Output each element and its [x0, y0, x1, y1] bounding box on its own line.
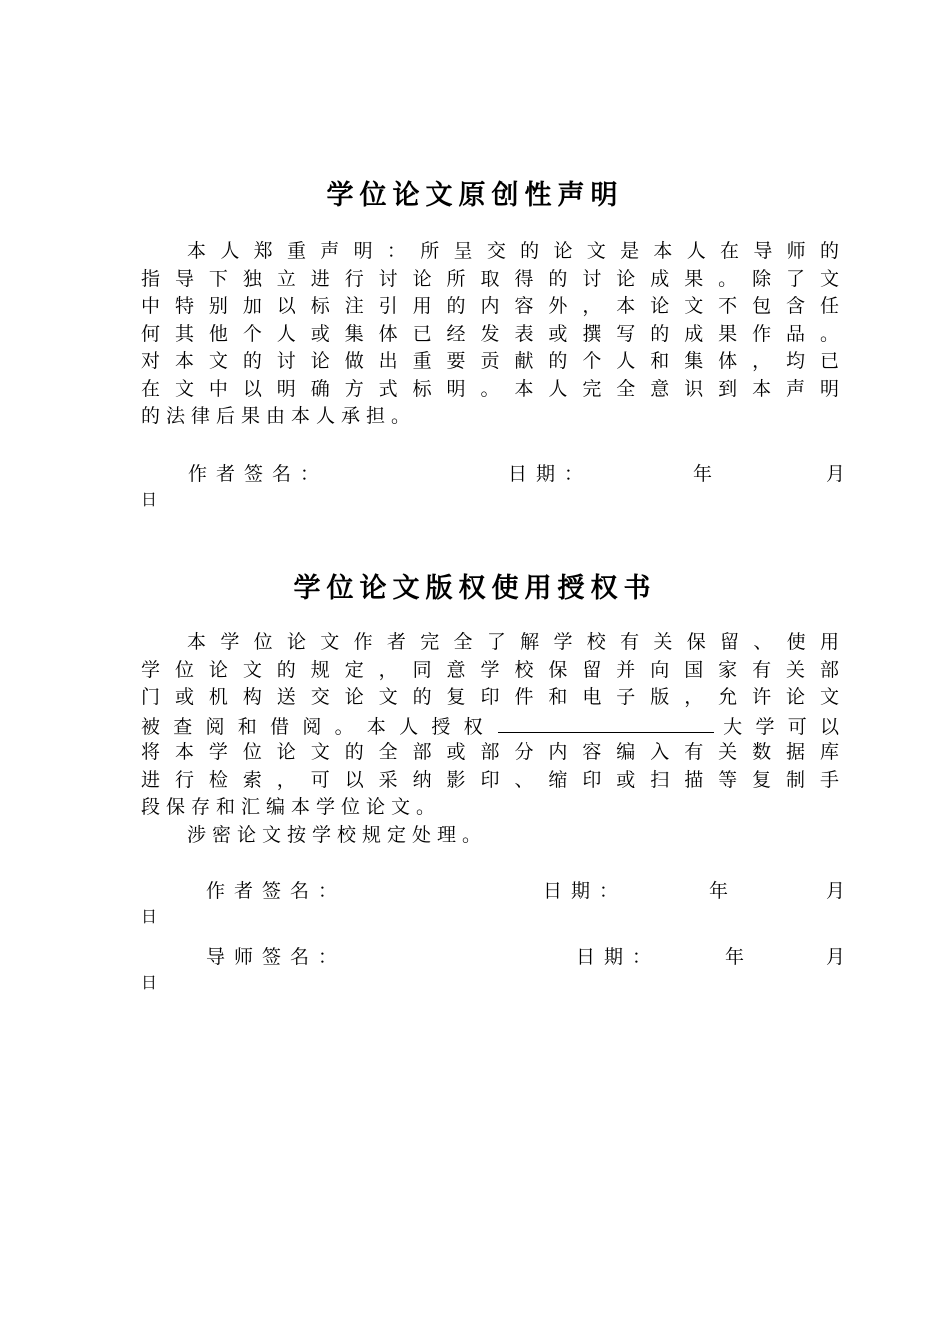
authorization-line-3: 门或机构送交论文的复印件和电子版，允许论文 [141, 686, 845, 708]
authorization-author-signature-label: 作者签名： [206, 880, 347, 902]
declaration-line-3: 中特别加以标注引用的内容外，本论文不包含任 [141, 295, 845, 317]
supervisor-year-label: 年 [725, 946, 754, 968]
declaration-line-7: 的法律后果由本人承担。 [141, 405, 417, 427]
declaration-month-label: 月 [826, 463, 855, 485]
declaration-year-label: 年 [693, 463, 722, 485]
declaration-author-signature-label: 作者签名： [188, 463, 329, 485]
declaration-title: 学位论文原创性声明 [326, 180, 624, 211]
authorization-line-6: 进行检索，可以采纳影印、缩印或扫描等复制手 [141, 768, 845, 791]
authorization-grant-text: 被查阅和借阅。本人授权 [141, 715, 496, 738]
declaration-line-5: 对本文的讨论做出重要贡献的个人和集体，均已 [141, 350, 845, 372]
authorization-line-1: 本学位论文作者完全了解学校有关保留、使用 [187, 631, 845, 653]
supervisor-signature-label: 导师签名： [206, 946, 347, 968]
declaration-line-6: 在文中以明确方式标明。本人完全意识到本声明 [141, 377, 845, 400]
authorization-line-5: 将本学位论文的全部或部分内容编入有关数据库 [141, 741, 845, 763]
supervisor-date-label: 日期： [576, 946, 661, 968]
authorization-line-2: 学位论文的规定，同意学校保留并向国家有关部 [141, 658, 845, 681]
declaration-day-label: 日 [141, 490, 158, 509]
authorization-author-date-label: 日期： [543, 880, 628, 902]
supervisor-day-label: 日 [141, 973, 158, 992]
declaration-date-label: 日期： [508, 463, 593, 485]
authorization-author-year-label: 年 [709, 880, 738, 902]
declaration-line-1: 本人郑重声明：所呈交的论文是本人在导师的 [187, 240, 845, 262]
authorization-author-month-label: 月 [826, 880, 855, 902]
authorization-title: 学位论文版权使用授权书 [293, 573, 657, 604]
supervisor-month-label: 月 [826, 946, 855, 968]
declaration-line-2: 指导下独立进行讨论所取得的讨论成果。除了文 [141, 267, 845, 290]
declaration-line-4: 何其他个人或集体已经发表或撰写的成果作品。 [141, 322, 845, 345]
secret-thesis-line: 涉密论文按学校规定处理。 [187, 823, 488, 846]
university-name-blank[interactable] [498, 712, 714, 733]
authorization-author-day-label: 日 [141, 907, 158, 926]
authorization-university-text: 大学可以 [715, 715, 845, 738]
authorization-line-4 [141, 712, 845, 742]
authorization-line-7: 段保存和汇编本学位论文。 [141, 796, 442, 818]
